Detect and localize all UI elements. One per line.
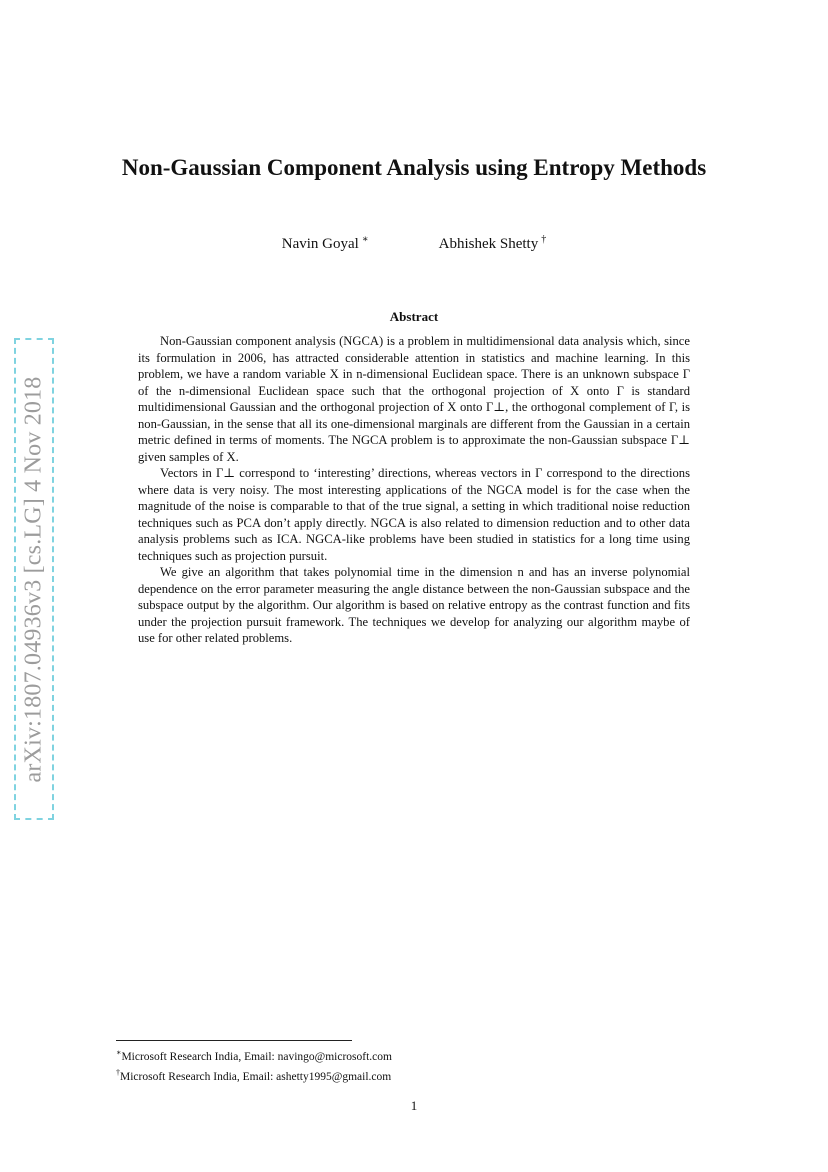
- author-1-name: Navin Goyal: [281, 236, 359, 252]
- footnote-1-mark: ∗: [116, 1048, 122, 1057]
- author-2: [439, 234, 547, 253]
- author-2-footnote-mark: †: [541, 234, 547, 245]
- author-2-name: Abhishek Shetty: [438, 236, 539, 252]
- author-list: [0, 234, 828, 253]
- footnote-divider: [116, 1040, 352, 1041]
- abstract-body: [138, 333, 690, 647]
- abstract-paragraph-3: We give an algorithm that takes polynomial time in the dimension n and has an inverse polynomial dependence on the error parameter measuring the angle distance between the non-Gaussian subspace and the subspace output by the algorithm. Our algorithm is based on relative entropy as the contrast function and fits under the projection pursuit framework. The techniques we develop for analyzing our algorithm maybe of use for other related problems.: [138, 565, 690, 645]
- paper-title: Non-Gaussian Component Analysis using Entropy Methods: [121, 155, 707, 180]
- author-1-footnote-mark: ∗: [361, 234, 369, 245]
- abstract-paragraph-1: Non-Gaussian component analysis (NGCA) is a problem in multidimensional data analysis which, since its formulation in 2006, has attracted considerable attention in statistics and machine learning. In this problem, we have a random variable X in n-dimensional Euclidean space. There is an unknown subspace Γ of the n-dimensional Euclidean space such that the orthogonal projection of X onto Γ is standard multidimensional Gaussian and the orthogonal projection of X onto Γ⊥, the orthogonal complement of Γ, is non-Gaussian, in the sense that all its one-dimensional marginals are different from the Gaussian in a certain metric defined in terms of moments. The NGCA problem is to approximate the non-Gaussian subspace Γ⊥ given samples of X.: [138, 334, 690, 464]
- footnote-1: [116, 1045, 716, 1065]
- footnote-1-text: Microsoft Research India, Email: navingo@microsoft.com: [121, 1050, 392, 1063]
- abstract-paragraph-2: Vectors in Γ⊥ correspond to ‘interesting’ directions, whereas vectors in Γ correspond to the directions where data is very noisy. The most interesting applications of the NGCA model is for the case when the magnitude of the noise is comparable to that of the true signal, a setting in which traditional noise reduction techniques such as PCA don’t apply directly. NGCA is also related to dimension reduction and to other data analysis problems such as ICA. NGCA-like problems have been studied in statistics for a long time using techniques such as projection pursuit.: [138, 466, 690, 563]
- page-number: 1: [410, 1098, 418, 1113]
- abstract-heading: Abstract: [389, 309, 439, 324]
- footnote-2-text: Microsoft Research India, Email: ashetty1995@gmail.com: [120, 1070, 392, 1083]
- arxiv-identifier-text: arXiv:1807.04936v3 [cs.LG] 4 Nov 2018: [20, 375, 47, 783]
- author-1: [282, 234, 369, 253]
- arxiv-identifier-stamp: [14, 338, 54, 820]
- footnote-2: [116, 1065, 716, 1085]
- footnotes: [116, 1045, 716, 1085]
- footnote-2-mark: †: [116, 1067, 120, 1077]
